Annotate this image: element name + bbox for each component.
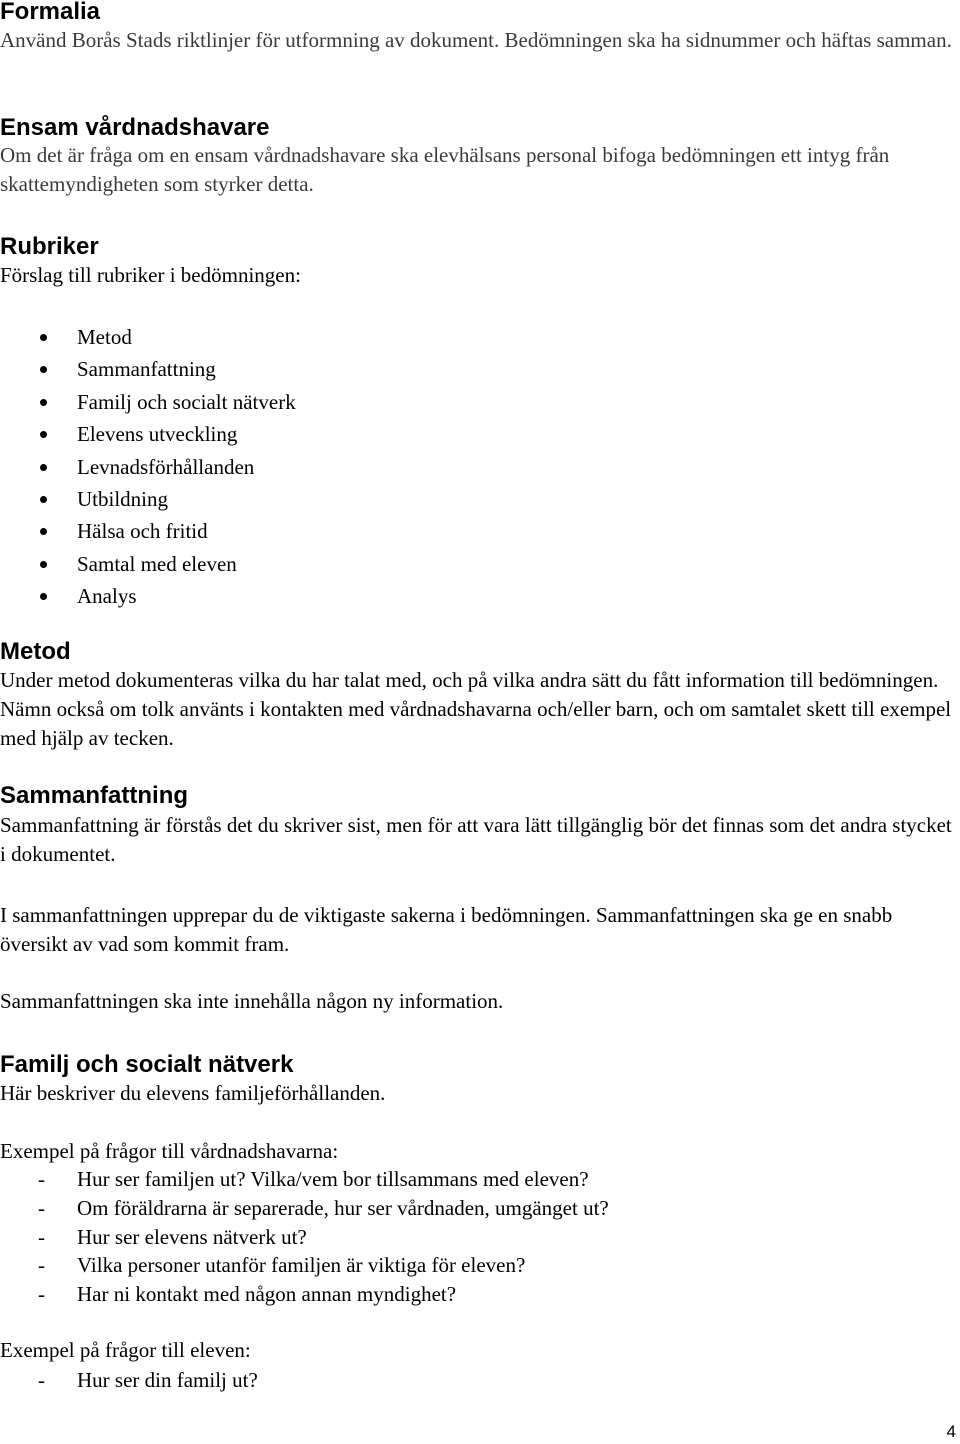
bullet-icon — [40, 528, 47, 535]
dash-icon: - — [38, 1282, 45, 1307]
sammanfattning-p2: I sammanfattningen upprepar du de viktigaste sakerna i bedömningen. Sammanfattningen ska ge en snabb översikt av vad som kommit fram. — [0, 903, 893, 956]
list-item: - Har ni kontakt med någon annan myndighet? — [0, 1280, 609, 1309]
list-item: - Vilka personer utanför familjen är viktiga för eleven? — [0, 1251, 609, 1280]
list-item: - Om föräldrarna är separerade, hur ser vårdnaden, umgänget ut? — [0, 1194, 609, 1223]
bullet-icon — [40, 431, 47, 438]
dash-icon: - — [38, 1167, 45, 1191]
metod-text: Under metod dokumenteras vilka du har talat med, och på vilka andra sätt du fått information till bedömningen. Nämn också om tolk använts i kontakten med vårdnadshavarna och/eller barn, och om samtalet skett till exempel med hjälp av tecken. — [0, 668, 952, 750]
bullet-icon — [40, 561, 47, 568]
bullet-icon — [40, 334, 47, 341]
metod-heading: Metod — [0, 638, 71, 665]
list-item: Analys — [0, 580, 296, 612]
list-item: Metod — [0, 321, 296, 353]
page-number: 4 — [946, 1422, 956, 1441]
elev-questions-intro: Exempel på frågor till eleven: — [0, 1338, 251, 1362]
sammanfattning-p1: Sammanfattning är förstås det du skriver sist, men för att vara lätt tillgänglig bör det finnas som det andra stycket i dokumentet. — [0, 813, 952, 866]
list-item: Levnadsförhållanden — [0, 451, 296, 483]
dash-icon: - — [38, 1368, 45, 1392]
sammanfattning-p3: Sammanfattningen ska inte innehålla någon ny information. — [0, 989, 504, 1013]
dash-icon: - — [38, 1195, 45, 1220]
rubriker-heading: Rubriker — [0, 233, 99, 260]
bullet-icon — [40, 496, 47, 503]
list-item: Elevens utveckling — [0, 418, 296, 450]
vardnadshavare-questions-intro: Exempel på frågor till vårdnadshavarna: — [0, 1139, 339, 1163]
ensam-text: Om det är fråga om en ensam vårdnadshavare ska elevhälsans personal bifoga bedömningen ett intyg från skattemyndigheten som styrker detta. — [0, 143, 890, 196]
list-item: Familj och socialt nätverk — [0, 386, 296, 418]
bullet-icon — [40, 366, 47, 373]
list-item: Utbildning — [0, 483, 296, 515]
rubriker-intro: Förslag till rubriker i bedömningen: — [0, 263, 301, 287]
familj-intro: Här beskriver du elevens familjeförhållanden. — [0, 1081, 386, 1105]
bullet-icon — [40, 464, 47, 471]
formalia-text: Använd Borås Stads riktlinjer för utformning av dokument. Bedömningen ska ha sidnummer och häftas samman. — [0, 28, 952, 52]
list-item: Samtal med eleven — [0, 548, 296, 580]
familj-heading: Familj och socialt nätverk — [0, 1051, 294, 1078]
list-item: - Hur ser familjen ut? Vilka/vem bor tillsammans med eleven? — [0, 1165, 609, 1194]
elev-questions-list — [0, 1366, 258, 1395]
list-item: - Hur ser elevens nätverk ut? — [0, 1223, 609, 1252]
list-item: Sammanfattning — [0, 353, 296, 385]
formalia-heading: Formalia — [0, 0, 101, 25]
rubriker-list — [0, 321, 296, 613]
list-item: Hälsa och fritid — [0, 515, 296, 547]
sammanfattning-heading: Sammanfattning — [0, 782, 189, 809]
ensam-heading: Ensam vårdnadshavare — [0, 114, 270, 141]
dash-icon: - — [38, 1253, 45, 1278]
bullet-icon — [40, 399, 47, 406]
dash-icon: - — [38, 1224, 45, 1249]
bullet-icon — [40, 593, 47, 600]
list-item: - Hur ser din familj ut? — [0, 1366, 258, 1395]
vardnadshavare-questions-list — [0, 1165, 609, 1309]
